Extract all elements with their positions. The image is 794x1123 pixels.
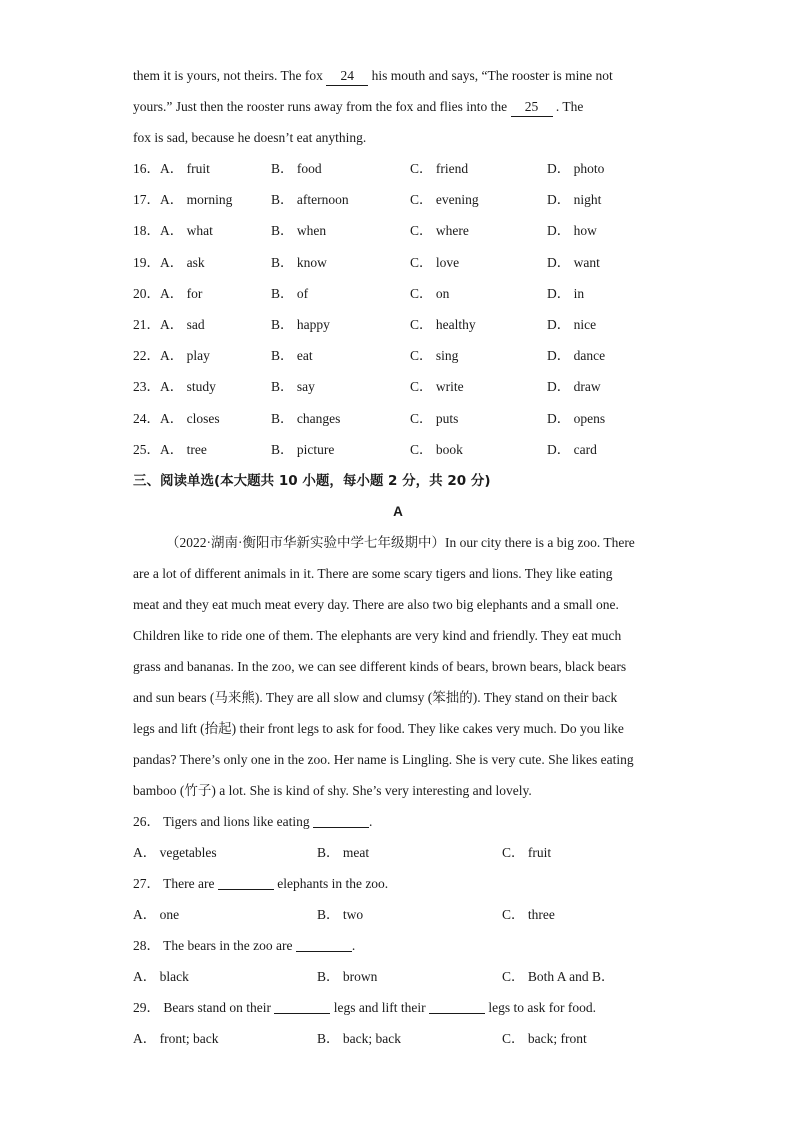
answer-blank	[429, 999, 485, 1014]
cloze-line-3: fox is sad, because he doesn’t eat anything.	[133, 130, 367, 145]
option-b: B． when	[271, 223, 327, 239]
answer-blank	[218, 875, 274, 890]
option-a: 18．A． what	[133, 223, 213, 239]
option-b: B． meat	[317, 844, 370, 860]
cloze-text: . The	[552, 99, 584, 114]
option-d: D． opens	[547, 410, 606, 426]
question-27-stem: 27． There are elephants in the zoo.	[133, 876, 389, 892]
option-d: D． draw	[547, 379, 601, 395]
option-b: B． eat	[271, 348, 313, 364]
question-21	[133, 313, 663, 344]
cloze-line-1	[133, 64, 663, 95]
cloze-line-2	[133, 95, 663, 126]
passage-line: grass and bananas. In the zoo, we can see different kinds of bears, brown bears, black bears	[133, 658, 627, 674]
answer-blank	[296, 937, 352, 952]
option-c: C． puts	[410, 410, 459, 426]
option-d: D． how	[547, 223, 597, 239]
question-24	[133, 407, 663, 438]
passage-line: （2022·湖南·衡阳市华新实验中学七年级期中）In our city there is a big zoo. There	[166, 534, 635, 550]
option-d: D． card	[547, 441, 597, 457]
option-c: C． healthy	[410, 316, 476, 332]
option-b: B． back; back	[317, 1031, 401, 1047]
question-28-options	[133, 965, 663, 996]
option-d: D． in	[547, 285, 585, 301]
passage-line: bamboo (竹子) a lot. She is kind of shy. She’s very interesting and lovely.	[133, 782, 532, 798]
cloze-text: them it is yours, not theirs. The fox	[133, 68, 327, 83]
question-22	[133, 344, 663, 375]
option-c: C． love	[410, 254, 460, 270]
option-a: A． one	[133, 907, 180, 923]
option-c: C． Both A and B．	[502, 969, 615, 985]
blank-24: 24	[326, 67, 368, 86]
question-26-options	[133, 841, 663, 872]
option-b: B． know	[271, 254, 327, 270]
option-a: A． vegetables	[133, 844, 217, 860]
reading-questions	[133, 810, 663, 1059]
question-26-stem: 26． Tigers and lions like eating .	[133, 813, 373, 829]
exam-page	[133, 64, 663, 1059]
question-29-options	[133, 1027, 663, 1058]
option-c: C． evening	[410, 192, 479, 208]
blank-25: 25	[511, 98, 553, 117]
option-a: 17．A． morning	[133, 192, 233, 208]
option-a: A． black	[133, 969, 189, 985]
option-b: B． picture	[271, 441, 335, 457]
passage-line: are a lot of different animals in it. There are some scary tigers and lions. They like eating	[133, 565, 613, 581]
cloze-text: his mouth and says, “The rooster is mine not	[368, 68, 613, 83]
question-19	[133, 251, 663, 282]
option-c: C． sing	[410, 348, 459, 364]
option-d: D． dance	[547, 348, 606, 364]
passage-label: A	[393, 503, 403, 519]
option-c: C． fruit	[502, 844, 552, 860]
option-b: B． two	[317, 907, 364, 923]
option-c: C． three	[502, 907, 555, 923]
option-d: D． nice	[547, 316, 597, 332]
passage-line: and sun bears (马来熊). They are all slow and clumsy (笨拙的). They stand on their back	[133, 689, 618, 705]
option-a: 20．A． for	[133, 285, 203, 301]
option-d: D． night	[547, 192, 602, 208]
reading-passage	[133, 531, 663, 810]
option-c: C． book	[410, 441, 463, 457]
question-16	[133, 157, 663, 188]
passage-line: Children like to ride one of them. The elephants are very kind and friendly. They eat much	[133, 627, 622, 643]
answer-blank	[313, 813, 369, 828]
question-28-stem: 28． The bears in the zoo are .	[133, 938, 356, 954]
option-a: 23．A． study	[133, 379, 216, 395]
option-a: 19．A． ask	[133, 254, 205, 270]
question-23	[133, 375, 663, 406]
option-a: A． front; back	[133, 1031, 219, 1047]
passage-line: meat and they eat much meat every day. There are also two big elephants and a small one.	[133, 596, 619, 612]
option-c: C． friend	[410, 161, 469, 176]
option-b: B． brown	[317, 969, 378, 985]
option-c: C． write	[410, 379, 464, 395]
section-heading: 三、阅读单选(本大题共 10 小题，每小题 2 分，共 20 分)	[133, 472, 491, 489]
question-20	[133, 282, 663, 313]
option-c: C． on	[410, 285, 450, 301]
option-a: 24．A． closes	[133, 410, 220, 426]
question-29-stem: 29． Bears stand on their legs and lift their legs to ask for food.	[133, 1000, 596, 1016]
cloze-text: yours.” Just then the rooster runs away from the fox and flies into the	[133, 99, 511, 114]
option-c: C． where	[410, 223, 469, 239]
question-18	[133, 219, 663, 250]
option-d: D． photo	[547, 161, 605, 176]
option-b: B． food	[271, 161, 322, 176]
option-a: 22．A． play	[133, 348, 210, 364]
answer-blank	[274, 999, 330, 1014]
option-a: 25．A． tree	[133, 441, 207, 457]
question-27-options	[133, 903, 663, 934]
question-17	[133, 188, 663, 219]
option-b: B． of	[271, 285, 309, 301]
option-b: B． happy	[271, 316, 330, 332]
option-b: B． say	[271, 379, 315, 395]
passage-line: pandas? There’s only one in the zoo. Her name is Lingling. She is very cute. She likes eating	[133, 751, 634, 767]
option-d: D． want	[547, 254, 600, 270]
option-c: C． back; front	[502, 1031, 587, 1047]
option-a: 21．A． sad	[133, 316, 205, 332]
option-a: 16．A． fruit	[133, 161, 210, 176]
question-25	[133, 438, 663, 469]
option-b: B． changes	[271, 410, 341, 426]
passage-line: legs and lift (抬起) their front legs to ask for food. They like cakes very much. Do you like	[133, 720, 624, 736]
option-b: B． afternoon	[271, 192, 349, 208]
cloze-options	[133, 157, 663, 469]
